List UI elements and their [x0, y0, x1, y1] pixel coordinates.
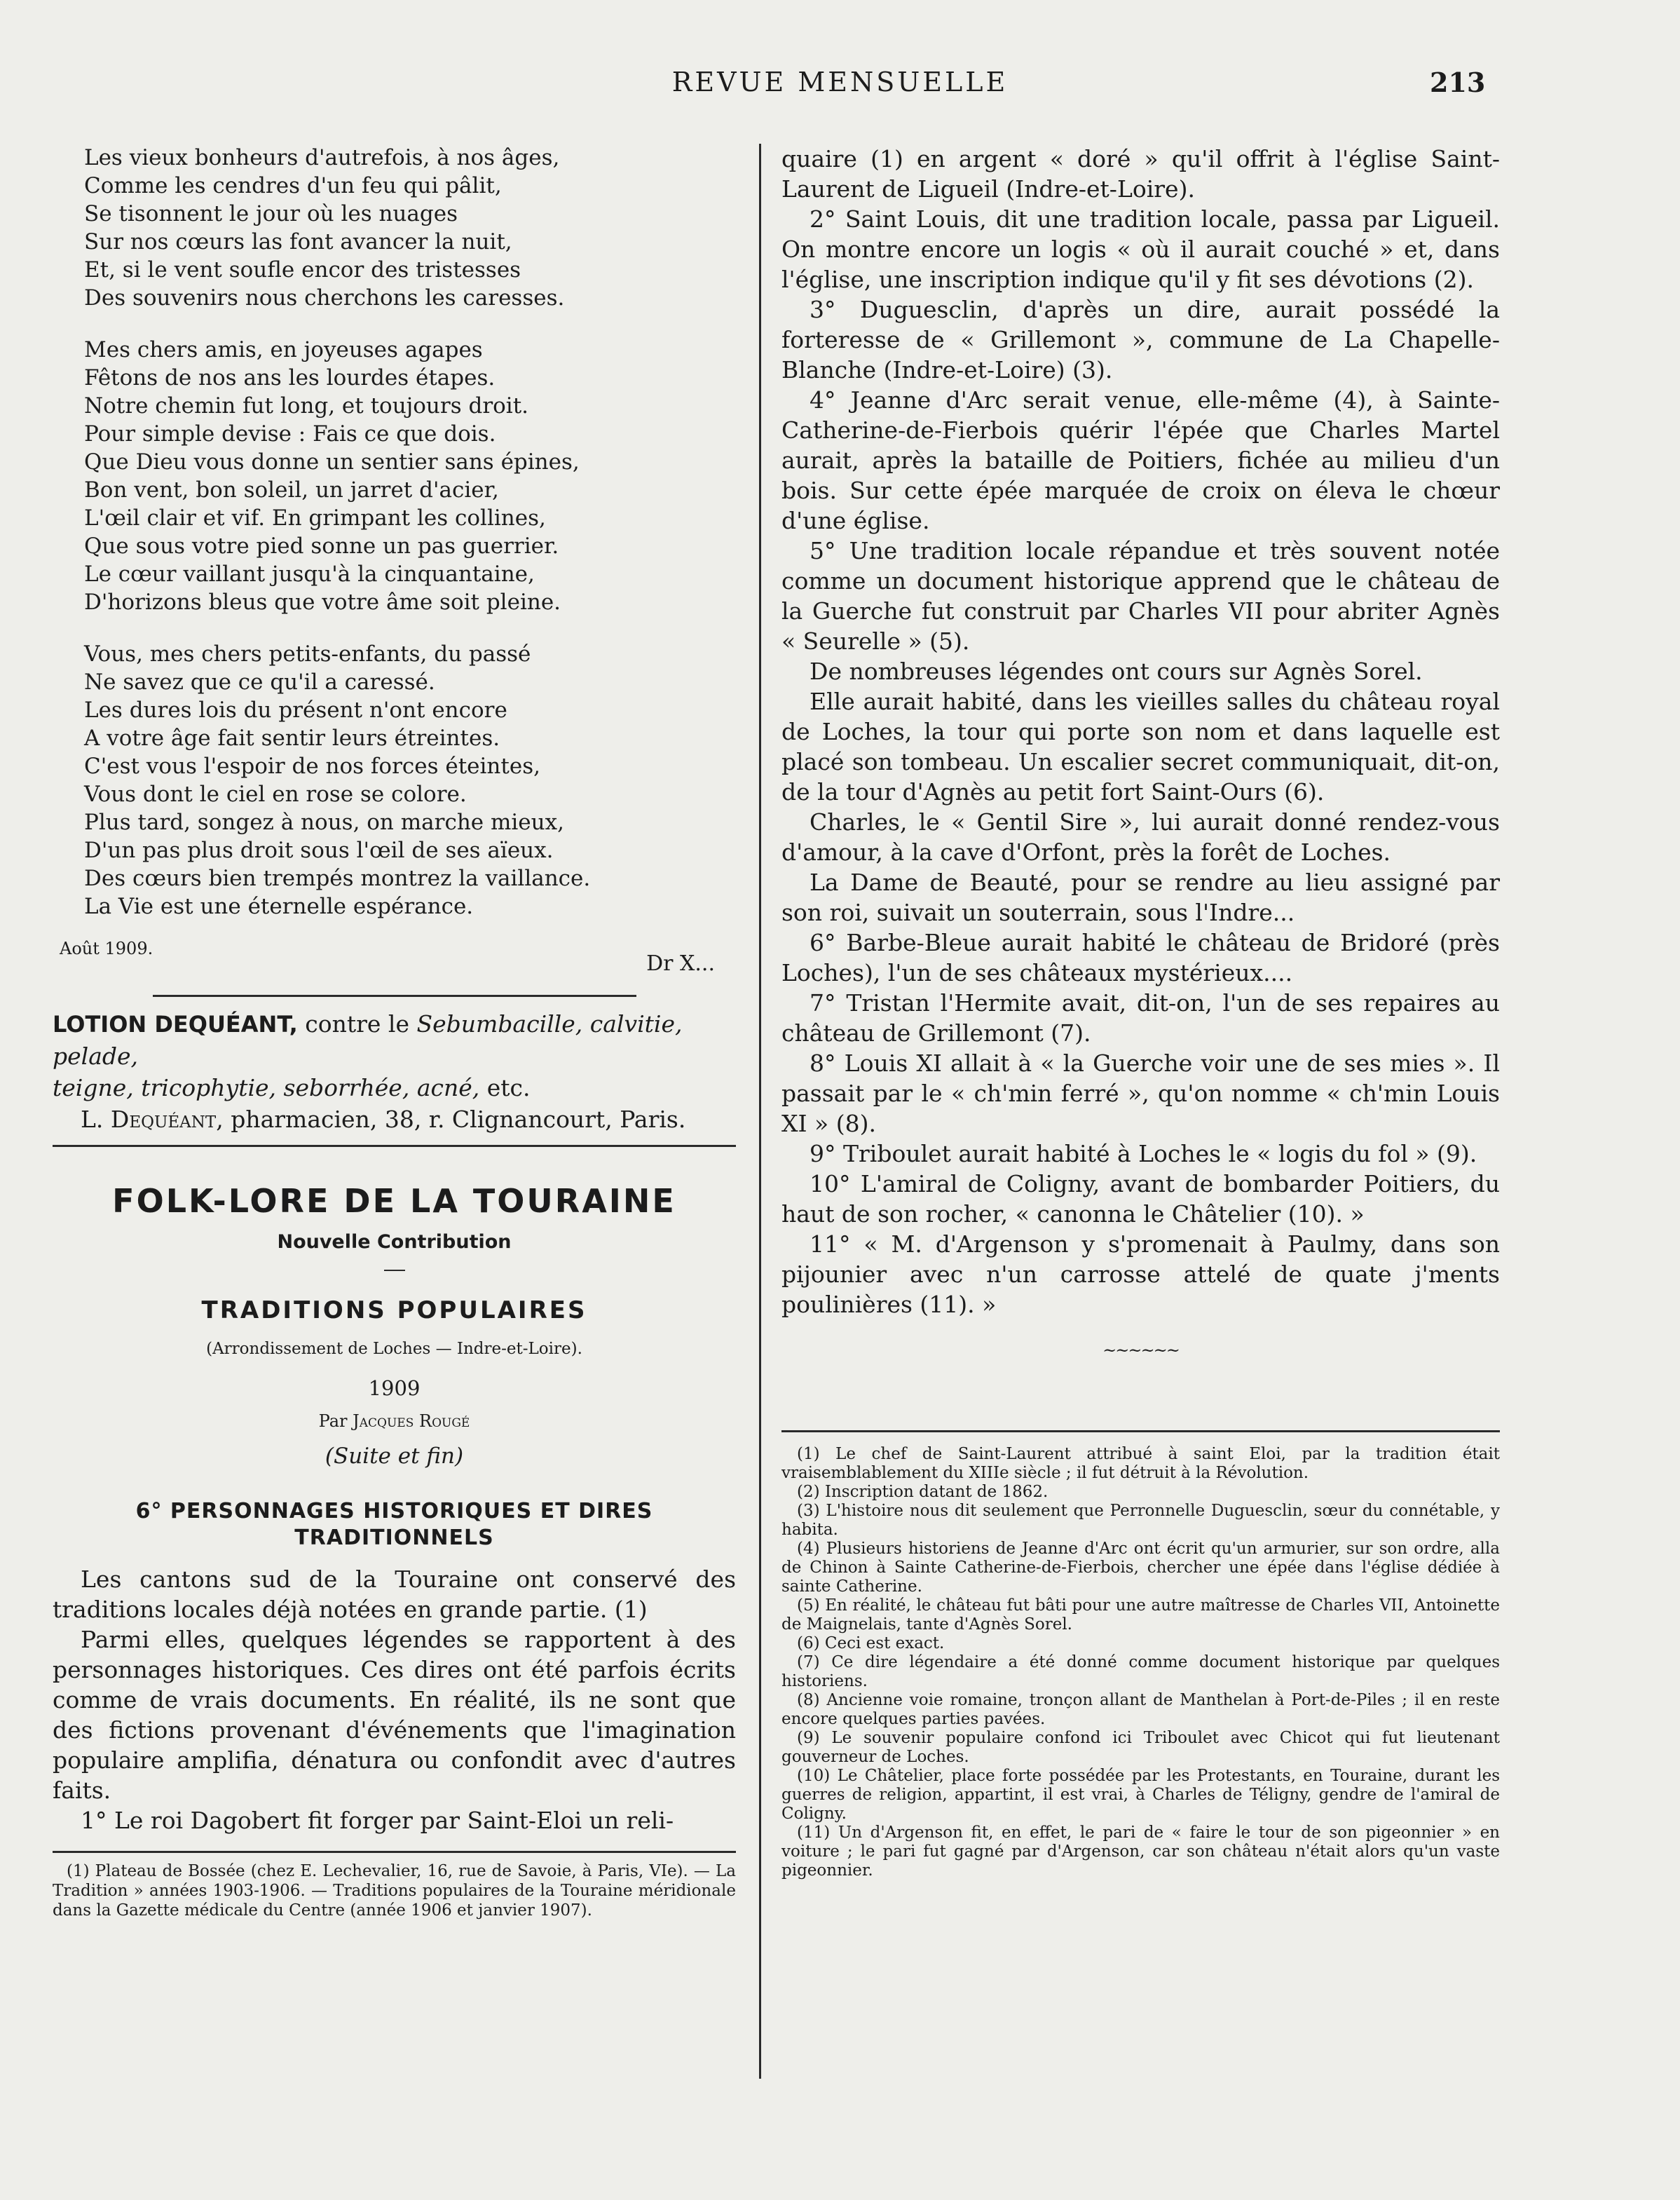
- separator-dash: [384, 1270, 405, 1271]
- ad-address: , pharmacien, 38, r. Clignancourt, Paris.: [216, 1106, 686, 1133]
- chapter-heading: [53, 1498, 736, 1551]
- poem-stanza: [84, 336, 736, 616]
- separator-rule: [153, 995, 636, 997]
- poem-line: Des souvenirs nous cherchons les caresses.: [84, 285, 565, 311]
- left-column: [53, 144, 736, 1920]
- article-year: 1909: [368, 1376, 421, 1400]
- paragraph: 1° Le roi Dagobert fit forger par Saint-Eloi un reli-: [81, 1807, 674, 1834]
- paragraph: 2° Saint Louis, dit une tradition locale, passa par Ligueil. On montre encore un logis « où il aurait couché » et, dans l'église, une inscription indique qu'il y fit ses dévotions (2).: [781, 205, 1500, 293]
- poem-line: Pour simple devise : Fais ce que dois.: [84, 421, 496, 447]
- byline: [53, 1411, 736, 1431]
- advertisement: [53, 1008, 736, 1135]
- article-body-left: [53, 1564, 736, 1835]
- poem-line: A votre âge fait sentir leurs étreintes.: [84, 726, 500, 751]
- footnote: (3) L'histoire nous dit seulement que Perronnelle Duguesclin, sœur du connétable, y habita.: [781, 1502, 1500, 1539]
- ad-line: [53, 1008, 736, 1072]
- paragraph: 10° L'amiral de Coligny, avant de bombarder Poitiers, du haut de son rocher, « canonna le Châtelier (10). »: [781, 1170, 1500, 1228]
- footnote: (8) Ancienne voie romaine, tronçon allant de Manthelan à Port-de-Piles ; il en reste encore quelques parties pavées.: [781, 1691, 1500, 1728]
- paragraph: 9° Triboulet aurait habité à Loches le « logis du fol » (9).: [810, 1140, 1477, 1167]
- poem-line: Se tisonnent le jour où les nuages: [84, 201, 458, 226]
- footnote-rule: [781, 1430, 1500, 1432]
- separator-rule: [53, 1145, 736, 1147]
- paragraph: La Dame de Beauté, pour se rendre au lieu assigné par son roi, suivait un souterrain, sous l'Indre...: [781, 869, 1500, 926]
- footnote: (5) En réalité, le château fut bâti pour une autre maîtresse de Charles VII, Antoinette de Maignelais, tante d'Agnès Sorel.: [781, 1596, 1500, 1634]
- footnote: (2) Inscription datant de 1862.: [797, 1483, 1049, 1501]
- right-column: [781, 144, 1500, 1880]
- section-title: TRADITIONS POPULAIRES: [201, 1296, 587, 1324]
- poem-line: Fêtons de nos ans les lourdes étapes.: [84, 365, 496, 391]
- paragraph: 8° Louis XI allait à « la Guerche voir une de ses mies ». Il passait par le « ch'min ferré », qu'on nomme « ch'min Louis XI » (8).: [781, 1050, 1500, 1137]
- footnote: (6) Ceci est exact.: [797, 1634, 945, 1652]
- ad-product-name: LOTION DEQUÉANT,: [53, 1011, 298, 1038]
- poem: [84, 144, 736, 921]
- poem-line: Vous, mes chers petits-enfants, du passé: [84, 641, 531, 667]
- article-title: FOLK-LORE DE LA TOURAINE: [112, 1182, 676, 1220]
- poem-stanza: [84, 640, 736, 921]
- ad-ailments: Sebumbacille, calvitie, pelade,: [53, 1010, 683, 1070]
- footnotes-left: [53, 1861, 736, 1920]
- poem-line: Les dures lois du présent n'ont encore: [84, 698, 507, 723]
- paragraph: 11° « M. d'Argenson y s'promenait à Paulmy, dans son pijounier avec n'un carrosse attelé de quate j'ments poulinières (11). »: [781, 1230, 1500, 1318]
- end-ornament: ~~~~~~: [1102, 1340, 1179, 1360]
- poem-line: Des cœurs bien trempés montrez la vaillance.: [84, 866, 591, 891]
- page-number: 213: [1430, 67, 1486, 98]
- footnote: (1) Le chef de Saint-Laurent attribué à saint Eloi, par la tradition était vraisemblablement du XIIIe siècle ; il fut détruit à la Révolution.: [781, 1445, 1500, 1482]
- paragraph: 6° Barbe-Bleue aurait habité le château de Bridoré (près Loches), l'un de ses châteaux mystérieux....: [781, 929, 1500, 986]
- running-header: [0, 67, 1680, 109]
- district-line: (Arrondissement de Loches — Indre-et-Loire).: [206, 1340, 582, 1358]
- poem-date: Août 1909.: [60, 939, 153, 958]
- ad-intro: contre le: [297, 1010, 417, 1038]
- paragraph: Charles, le « Gentil Sire », lui aurait donné rendez-vous d'amour, à la cave d'Orfont, près la forêt de Loches.: [781, 808, 1500, 866]
- poem-line: C'est vous l'espoir de nos forces éteintes,: [84, 754, 540, 779]
- footnote: (4) Plusieurs historiens de Jeanne d'Arc ont écrit qu'un armurier, sur son ordre, alla de Chinon à Sainte Catherine-de-Fierbois, chercher une épée dans l'église dédiée à sainte Catherine.: [781, 1540, 1500, 1596]
- ad-line: [53, 1104, 736, 1135]
- article-subtitle: Nouvelle Contribution: [277, 1231, 512, 1253]
- poem-line: La Vie est une éternelle espérance.: [84, 894, 474, 919]
- ad-etc: etc.: [479, 1074, 531, 1101]
- poem-line: Vous dont le ciel en rose se colore.: [84, 782, 467, 807]
- footnote: (10) Le Châtelier, place forte possédée par les Protestants, en Touraine, durant les guerres de religion, appartint, il est vrai, à Charles de Téligny, gendre de l'amiral de Coligny.: [781, 1767, 1500, 1823]
- poem-line: Et, si le vent soufle encor des tristesses: [84, 257, 521, 283]
- poem-line: Bon vent, bon soleil, un jarret d'acier,: [84, 477, 499, 503]
- footnote-rule: [53, 1851, 736, 1853]
- footnote: (7) Ce dire légendaire a été donné comme document historique par quelques historiens.: [781, 1653, 1500, 1690]
- poem-line: Les vieux bonheurs d'autrefois, à nos âges,: [84, 145, 560, 170]
- paragraph: Les cantons sud de la Touraine ont conservé des traditions locales déjà notées en grande partie. (1): [53, 1566, 736, 1623]
- byline-prefix: Par: [318, 1411, 353, 1431]
- article-body-right: [781, 144, 1500, 1319]
- poem-line: Notre chemin fut long, et toujours droit.: [84, 393, 529, 419]
- paragraph: De nombreuses légendes ont cours sur Agnès Sorel.: [810, 658, 1423, 685]
- poem-line: L'œil clair et vif. En grimpant les collines,: [84, 505, 546, 531]
- poem-line: Plus tard, songez à nous, on marche mieux,: [84, 810, 564, 835]
- journal-title: REVUE MENSUELLE: [671, 67, 1009, 97]
- paragraph: Parmi elles, quelques légendes se rapportent à des personnages historiques. Ces dires ont été parfois écrits comme de vrais documents. En réalité, ils ne sont que des fictions provenant d'événements que l'imagination populaire amplifia, dénatura ou confondit avec d'autres faits.: [53, 1626, 736, 1804]
- paragraph: 4° Jeanne d'Arc serait venue, elle-même (4), à Sainte-Catherine-de-Fierbois quérir l'épée que Charles Martel aurait, après la bataille de Poitiers, fichée au milieu d'un bois. Sur cette épée marquée de croix on éleva le chœur d'une église.: [781, 386, 1500, 534]
- poem-line: Que sous votre pied sonne un pas guerrier.: [84, 534, 559, 559]
- byline-author: Jacques Rougé: [353, 1411, 470, 1431]
- column-divider: [759, 144, 761, 2079]
- poem-line: D'un pas plus droit sous l'œil de ses aïeux.: [84, 838, 554, 863]
- footnote: (1) Plateau de Bossée (chez E. Lechevalier, 16, rue de Savoie, à Paris, VIe). — La Tradition » années 1903-1906. — Traditions populaires de la Touraine méridionale dans la Gazette médicale du Centre (année 1906 et janvier 1907).: [53, 1862, 736, 1920]
- poem-line: Que Dieu vous donne un sentier sans épines,: [84, 449, 580, 475]
- poem-line: Le cœur vaillant jusqu'à la cinquantaine,: [84, 562, 535, 587]
- ad-ailments: teigne, tricophytie, seborrhée, acné,: [53, 1074, 480, 1101]
- poem-author: Dr X...: [646, 951, 715, 976]
- footnotes-right: [781, 1445, 1500, 1880]
- ad-line: [53, 1072, 736, 1104]
- paragraph: Elle aurait habité, dans les vieilles salles du château royal de Loches, la tour qui porte son nom et dans laquelle est placé son tombeau. Un escalier secret communiquait, dit-on, de la tour d'Agnès au petit fort Saint-Ours (6).: [781, 688, 1500, 806]
- chapter-heading-line: TRADITIONNELS: [294, 1526, 494, 1550]
- paragraph: 7° Tristan l'Hermite avait, dit-on, l'un de ses repaires au château de Grillemont (7).: [781, 989, 1500, 1047]
- poem-line: Comme les cendres d'un feu qui pâlit,: [84, 173, 502, 198]
- footnote: (9) Le souvenir populaire confond ici Triboulet avec Chicot qui fut lieutenant gouverneur de Loches.: [781, 1729, 1500, 1766]
- continuation-note: (Suite et fin): [325, 1444, 464, 1469]
- poem-line: Sur nos cœurs las font avancer la nuit,: [84, 229, 512, 254]
- paragraph: 3° Duguesclin, d'après un dire, aurait possédé la forteresse de « Grillemont », commune de La Chapelle-Blanche (Indre-et-Loire) (3).: [781, 296, 1500, 383]
- poem-line: D'horizons bleus que votre âme soit pleine.: [84, 590, 561, 615]
- chapter-heading-line: 6° PERSONNAGES HISTORIQUES ET DIRES: [135, 1499, 653, 1523]
- poem-line: Ne savez que ce qu'il a caressé.: [84, 670, 435, 695]
- poem-line: Mes chers amis, en joyeuses agapes: [84, 337, 483, 362]
- paragraph: 5° Une tradition locale répandue et très souvent notée comme un document historique apprend que le château de la Guerche fut construit par Charles VII pour abriter Agnès « Seurelle » (5).: [781, 537, 1500, 655]
- poem-stanza: [84, 144, 736, 312]
- ad-pharmacist-name: L. Dequéant: [81, 1106, 217, 1133]
- poem-signature: [53, 939, 736, 981]
- footnote: (11) Un d'Argenson fit, en effet, le pari de « faire le tour de son pigeonnier » en voiture ; le pari fut gagné par d'Argenson, car son château n'était alors qu'un vaste pigeonnier.: [781, 1824, 1500, 1880]
- paragraph: quaire (1) en argent « doré » qu'il offrit à l'église Saint-Laurent de Ligueil (Indre-et-Loire).: [781, 145, 1500, 203]
